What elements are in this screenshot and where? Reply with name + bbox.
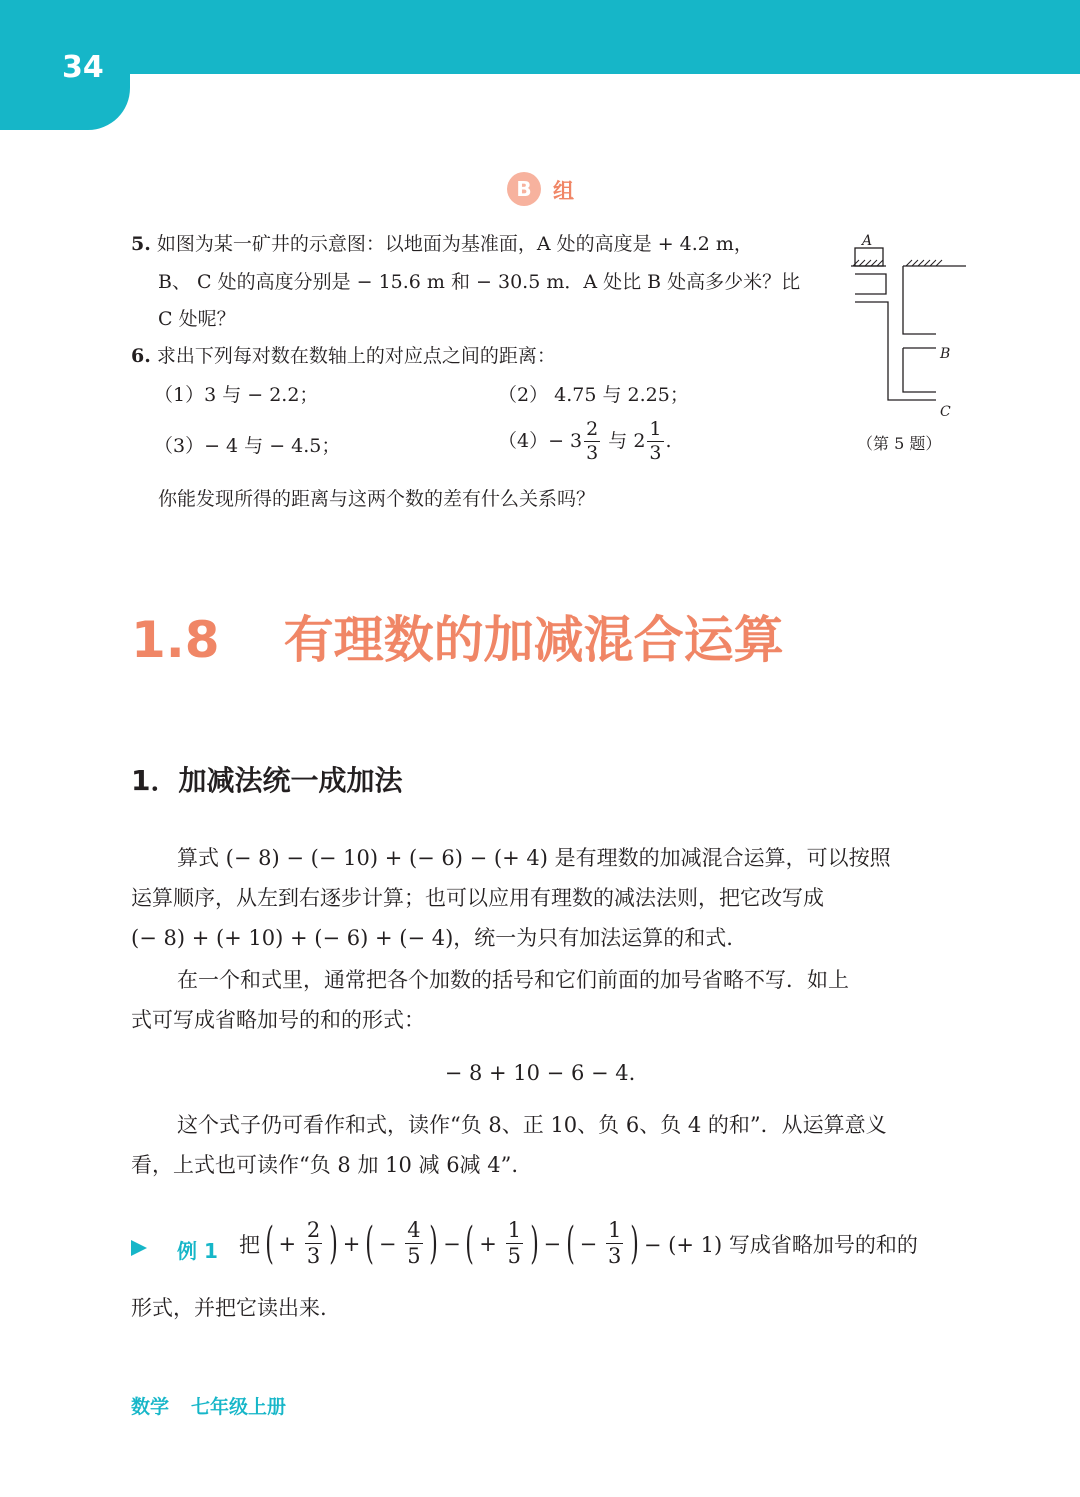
q5-number: 5. [131, 233, 151, 255]
fraction-numerator: 2 [586, 418, 599, 440]
operator: − [443, 1231, 461, 1256]
q6-part2: （2） 4.75 与 2.25； [498, 384, 689, 406]
footer-grade: 七年级上册 [191, 1396, 287, 1418]
operator: − [543, 1231, 562, 1256]
fraction-numerator: 2 [306, 1218, 321, 1242]
q6-part1: （1）3 与 − 2.2； [154, 384, 319, 406]
q6-part4-mid: 与 2 [608, 430, 646, 452]
q6-part3: （3）− 4 与 − 4.5； [154, 435, 341, 457]
q5-text-line1: 如图为某一矿井的示意图：以地面为基准面，A 处的高度是 + 4.2 m， [156, 233, 753, 255]
paragraph-line: 运算顺序，从左到右逐步计算；也可以应用有理数的减法法则，把它改写成 [131, 886, 824, 910]
label-a: A [862, 233, 873, 249]
footer-subject: 数学 [131, 1396, 170, 1418]
fraction-denominator: 3 [306, 1244, 321, 1268]
figure-caption: （第 5 题） [857, 434, 942, 453]
footer [131, 1392, 286, 1419]
paragraph-line: (− 8) + (+ 10) + (− 6) + (− 4)，统一为只有加法运算的和式. [131, 926, 733, 950]
q5-line3: C 处呢？ [158, 308, 236, 330]
mine-shaft-figure [848, 230, 968, 465]
section-number: 1.8 [131, 611, 220, 669]
fraction-denominator: 3 [607, 1244, 622, 1268]
play-arrow-icon [131, 1240, 147, 1256]
paragraph-line: 式可写成省略加号的和的形式： [131, 1008, 425, 1032]
q5-line2: B、 C 处的高度分别是 − 15.6 m 和 − 30.5 m．A 处比 B 处高多少米？比 [158, 271, 801, 293]
example-label: 例 1 [177, 1239, 218, 1263]
fraction-denominator: 5 [507, 1244, 521, 1268]
fraction [606, 1220, 623, 1267]
fraction-denominator: 3 [649, 442, 662, 464]
fraction-numerator: 1 [607, 1218, 622, 1242]
header-bar [0, 0, 1080, 74]
q6-followup: 你能发现所得的距离与这两个数的差有什么关系吗？ [158, 488, 596, 510]
paragraph-line: 看，上式也可读作“负 8 加 10 减 6减 4”. [131, 1153, 519, 1177]
paragraph-2 [131, 960, 953, 1040]
section-title-text: 有理数的加减混合运算 [283, 611, 784, 669]
fraction [405, 1220, 422, 1267]
q6-part4 [498, 420, 672, 463]
term-sign: − [579, 1231, 598, 1256]
label-c: C [940, 404, 951, 420]
subsection-heading: 1．加减法统一成加法 [131, 764, 403, 797]
section-title [131, 600, 784, 672]
fraction [647, 420, 663, 463]
example-expression: 把 ( + $\frac{2}{3}$ ) + ( − $\frac{4}{5}$ ) − ( + $\frac{1}{5}$ ) − ( − $\frac{1}{3}$ ) − (+ 1) 写成省略加号的和的 [239, 1217, 918, 1269]
term-sign: + [479, 1231, 497, 1256]
q6-number: 6. [131, 345, 151, 367]
q6-part4-end: . [665, 430, 672, 452]
display-equation: − 8 + 10 − 6 − 4. [444, 1061, 636, 1085]
term-sign: + [278, 1231, 297, 1256]
q6-part4-lead: （4）− 3 [498, 430, 583, 452]
page-number: 34 [62, 50, 104, 85]
operator: + [342, 1231, 361, 1256]
paragraph-1 [131, 838, 953, 958]
fraction-denominator: 3 [586, 442, 599, 464]
fraction-numerator: 1 [507, 1218, 521, 1242]
paragraph-3 [131, 1105, 953, 1185]
q6-stem-text: 求出下列每对数在数轴上的对应点之间的距离： [156, 345, 556, 367]
example-continuation: 形式，并把它读出来. [131, 1296, 327, 1320]
group-badge: B [507, 172, 541, 206]
fraction-numerator: 1 [649, 418, 662, 440]
paragraph-line: 在一个和式里，通常把各个加数的括号和它们前面的加号省略不写．如上 [177, 968, 849, 992]
fraction-numerator: 4 [407, 1218, 421, 1242]
paragraph-line: 算式 (− 8) − (− 10) + (− 6) − (+ 4) 是有理数的加减混合运算，可以按照 [177, 846, 891, 870]
fraction-denominator: 5 [407, 1244, 421, 1268]
fraction [506, 1220, 523, 1267]
fraction [584, 420, 600, 463]
q5-line1 [131, 232, 753, 256]
fraction [305, 1220, 322, 1267]
term-sign: − [378, 1231, 397, 1256]
example-tail: − (+ 1) 写成省略加号的和的 [643, 1232, 918, 1257]
label-b: B [940, 346, 951, 362]
group-label: 组 [553, 179, 574, 203]
paragraph-line: 这个式子仍可看作和式，读作“负 8、正 10、负 6、负 4 的和”．从运算意义 [177, 1113, 887, 1137]
example-lead: 把 [239, 1232, 260, 1257]
q6-stem [131, 344, 556, 368]
